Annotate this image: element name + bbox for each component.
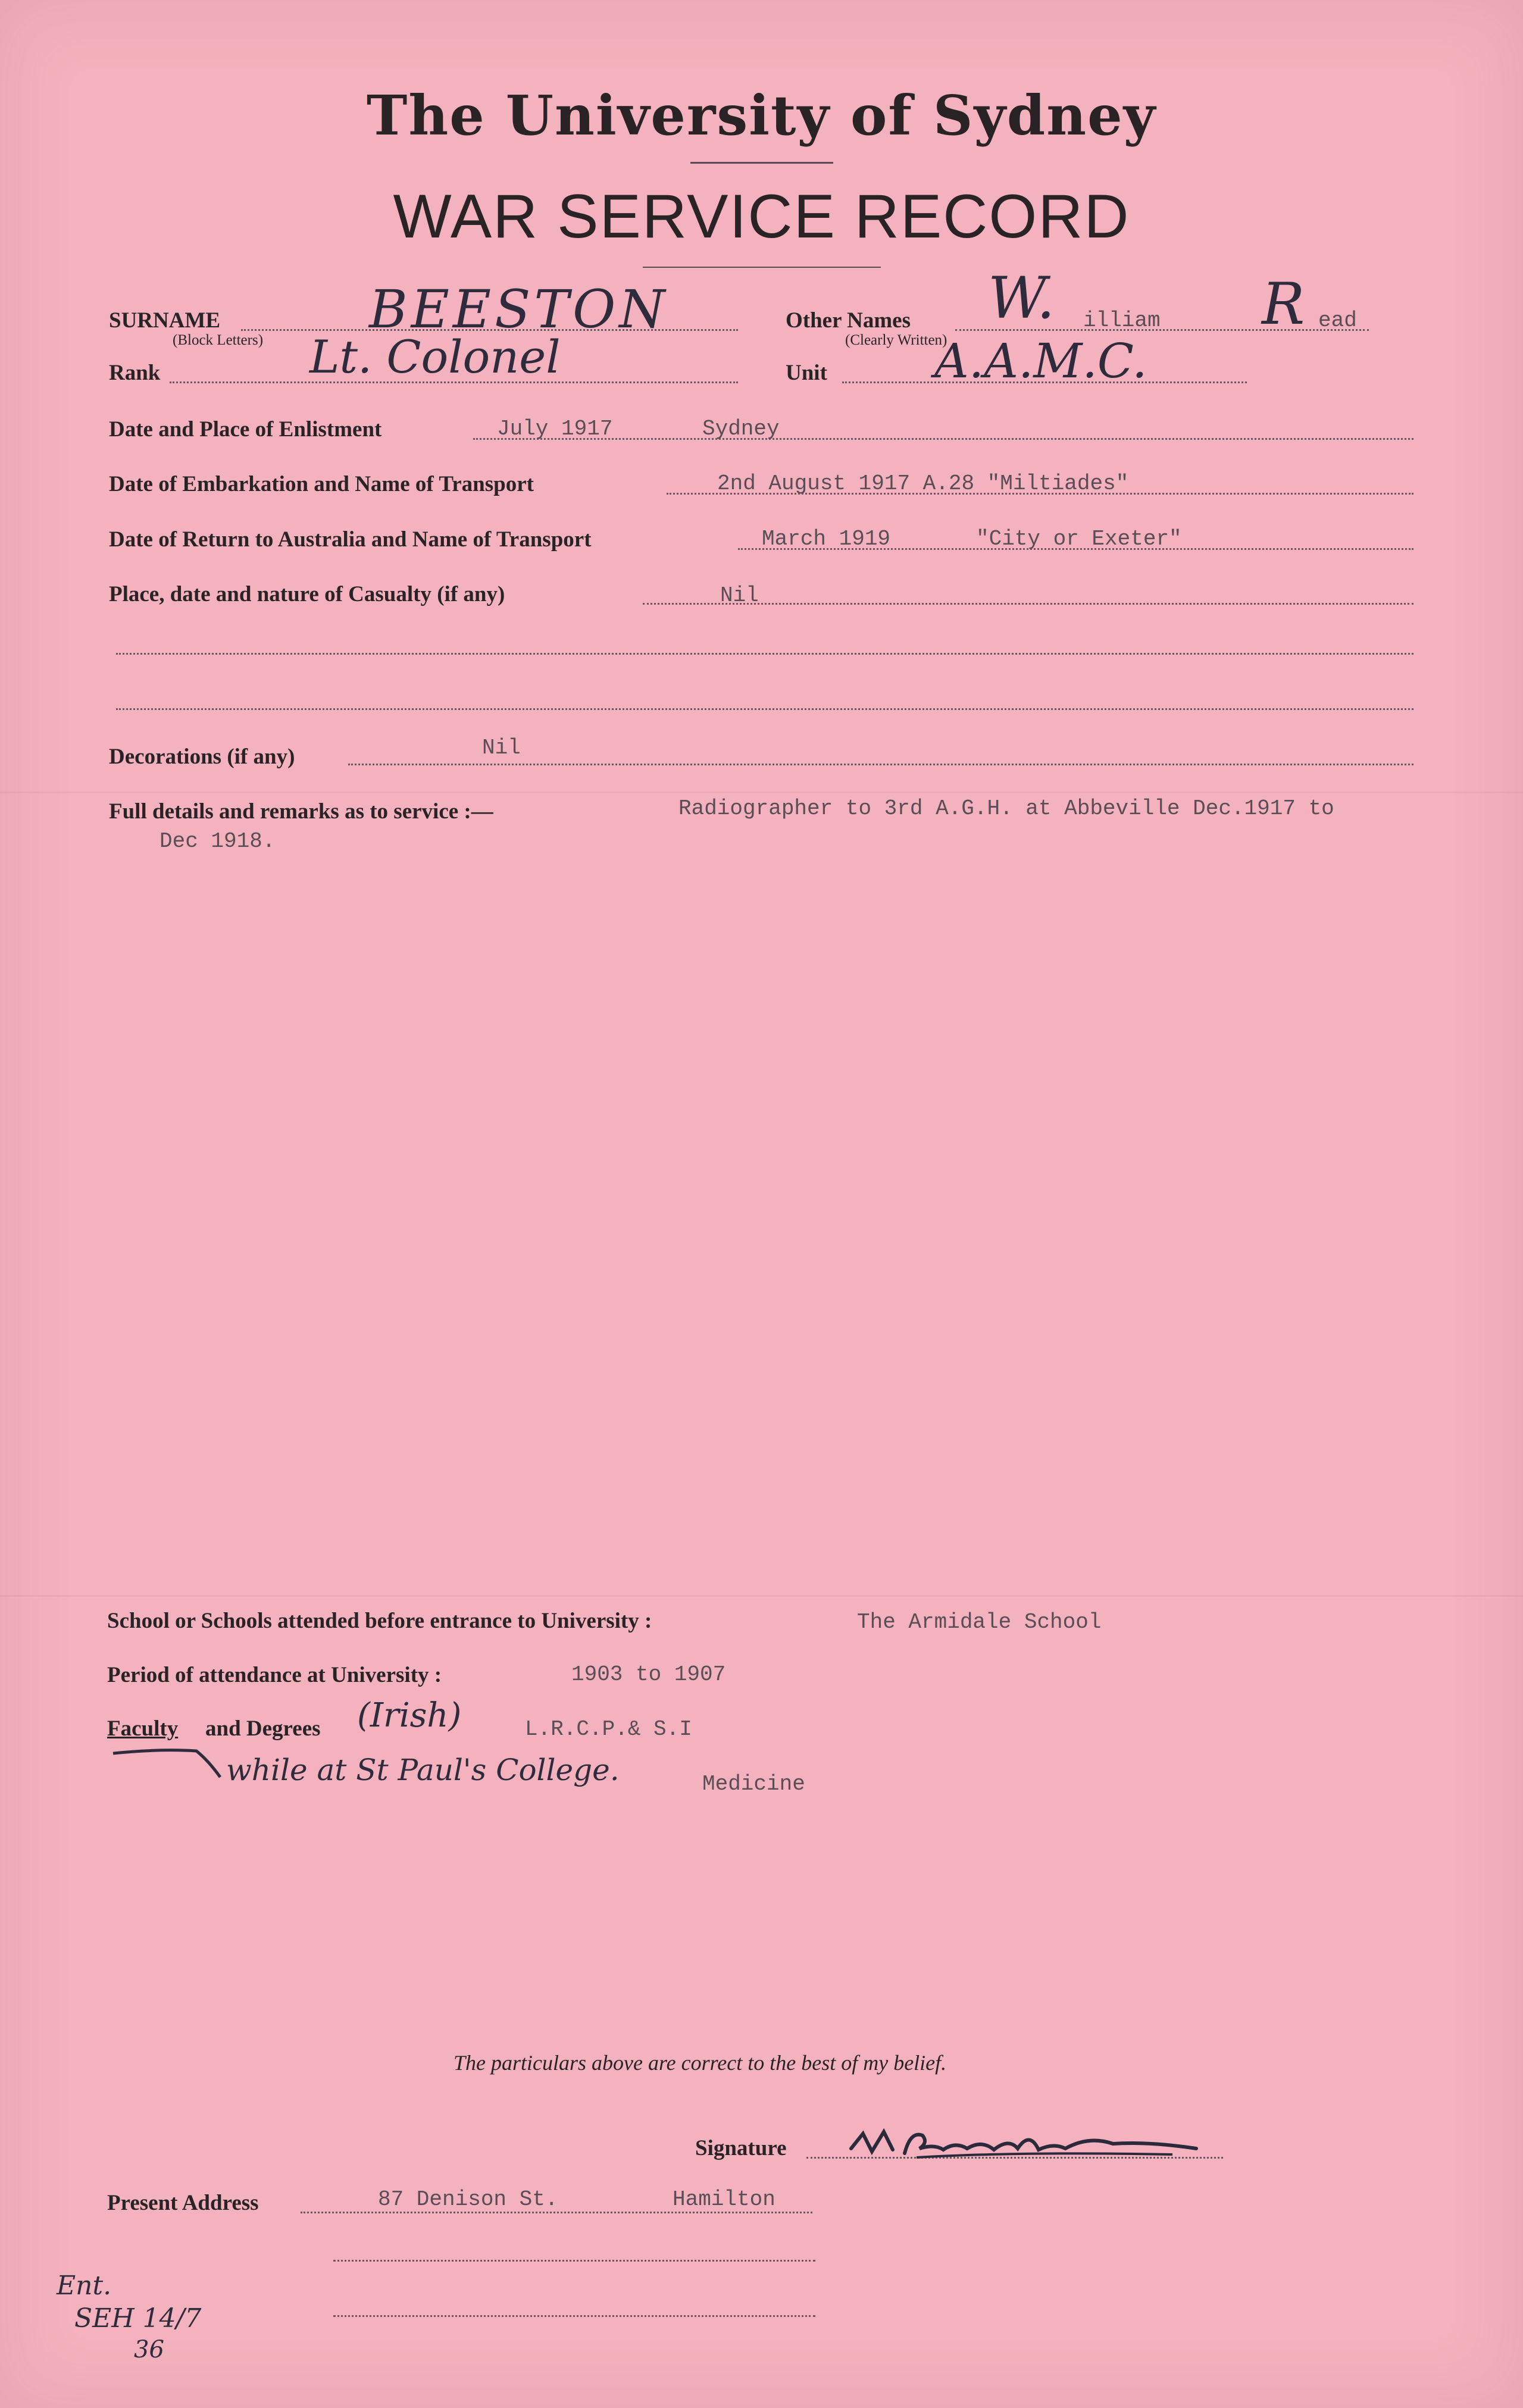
- other-names-hint: (Clearly Written): [845, 332, 947, 348]
- rank-value: Lt. Colonel: [309, 330, 561, 383]
- rank-label: Rank: [109, 361, 161, 385]
- unit-value: A.A.M.C.: [934, 333, 1147, 389]
- title-divider: [690, 162, 833, 164]
- faculty-medicine: Medicine: [702, 1772, 805, 1796]
- enlistment-line: [473, 438, 1413, 440]
- surname-hint: (Block Letters): [173, 332, 264, 348]
- surname-value: BEESTON: [369, 279, 669, 340]
- decorations-value: Nil: [482, 736, 521, 760]
- address-line: [301, 2212, 812, 2213]
- school-value: The Armidale School: [857, 1610, 1102, 1634]
- surname-label: SURNAME: [109, 308, 221, 333]
- remarks-line-1: Radiographer to 3rd A.G.H. at Abbeville Dec.1917 to: [678, 796, 1334, 821]
- enlistment-date: July 1917: [497, 417, 613, 441]
- casualty-line-2: [116, 653, 1413, 655]
- return-label: Date of Return to Australia and Name of Transport: [109, 527, 592, 552]
- casualty-value: Nil: [720, 583, 759, 608]
- marginalia-line-1: Ent.: [57, 2271, 112, 2301]
- faculty-handwritten: (Irish): [357, 1696, 462, 1735]
- remarks-line-2: Dec 1918.: [160, 829, 276, 853]
- faculty-arrow-mark: [107, 1743, 226, 1784]
- remarks-label: Full details and remarks as to service :—: [109, 799, 493, 824]
- paper-fold: [0, 1595, 1523, 1597]
- casualty-label: Place, date and nature of Casualty (if any): [109, 582, 505, 606]
- decorations-label: Decorations (if any): [109, 745, 295, 769]
- signature-image: [839, 2107, 1208, 2172]
- other-names-william: illiam: [1083, 308, 1161, 333]
- page-title: WAR SERVICE RECORD: [393, 182, 1130, 251]
- address-line-2: [333, 2260, 815, 2262]
- unit-label: Unit: [786, 361, 827, 385]
- enlistment-label: Date and Place of Enlistment: [109, 417, 382, 442]
- address-line-3: [333, 2315, 815, 2317]
- faculty-label: Faculty: [107, 1716, 179, 1741]
- other-names-initial-r: R: [1262, 271, 1305, 337]
- faculty-degree: L.R.C.P.& S.I: [525, 1717, 692, 1741]
- university-name: The University of Sydney: [366, 83, 1157, 148]
- other-names-read: ead: [1318, 308, 1357, 333]
- address-suburb: Hamilton: [673, 2187, 775, 2212]
- embarkation-label: Date of Embarkation and Name of Transport: [109, 472, 534, 496]
- degrees-label: and Degrees: [205, 1716, 321, 1741]
- marginalia-line-3: 36: [134, 2336, 164, 2363]
- return-date: March 1919: [762, 527, 891, 551]
- paper-fold: [0, 792, 1523, 793]
- marginalia-line-2: SEH 14/7: [74, 2303, 202, 2334]
- casualty-line-3: [116, 708, 1413, 710]
- address-street: 87 Denison St.: [378, 2187, 558, 2212]
- signature-label: Signature: [695, 2136, 787, 2160]
- embarkation-value: 2nd August 1917 A.28 "Miltiades": [717, 471, 1129, 496]
- period-value: 1903 to 1907: [571, 1662, 726, 1687]
- school-label: School or Schools attended before entrance to University :: [107, 1609, 652, 1633]
- decorations-line: [348, 764, 1413, 765]
- other-names-initial-w: W.: [988, 265, 1055, 332]
- address-label: Present Address: [107, 2191, 259, 2215]
- period-label: Period of attendance at University :: [107, 1663, 442, 1687]
- other-names-label: Other Names: [786, 308, 911, 333]
- faculty-note: while at St Paul's College.: [226, 1753, 620, 1787]
- declaration-text: The particulars above are correct to the best of my belief.: [454, 2051, 947, 2075]
- enlistment-place: Sydney: [702, 417, 780, 441]
- title-divider: [643, 267, 881, 268]
- return-transport: "City or Exeter": [976, 527, 1182, 551]
